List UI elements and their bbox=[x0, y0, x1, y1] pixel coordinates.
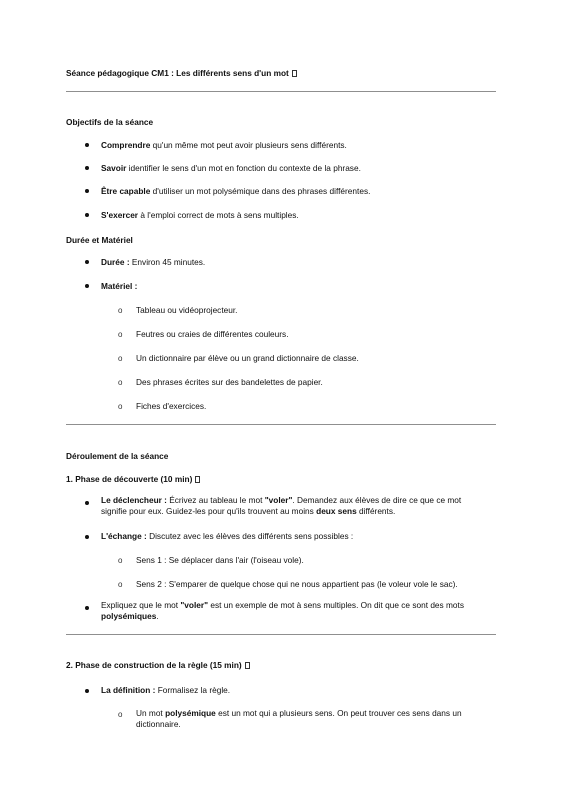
sub-bullet-icon: o bbox=[118, 580, 123, 589]
duration-heading: Durée et Matériel bbox=[66, 235, 133, 245]
definition-item: La définition : Formalisez la règle. bbox=[101, 685, 231, 695]
materiel-item: Un dictionnaire par élève ou un grand dictionnaire de classe. bbox=[136, 353, 359, 363]
sub-bullet-icon: o bbox=[118, 330, 123, 339]
sub-bullet-icon: o bbox=[118, 306, 123, 315]
sub-bullet-icon: o bbox=[118, 402, 123, 411]
sub-bullet-icon: o bbox=[118, 378, 123, 387]
divider bbox=[66, 634, 496, 635]
bullet-icon bbox=[85, 213, 89, 217]
bullet-icon bbox=[85, 535, 89, 539]
sub-bullet-icon: o bbox=[118, 710, 123, 719]
sub-bullet-icon: o bbox=[118, 354, 123, 363]
bullet-icon bbox=[85, 143, 89, 147]
echange-item: L'échange : Discutez avec les élèves des différents sens possibles : bbox=[101, 531, 354, 541]
objective-item: Savoir identifier le sens d'un mot en fonction du contexte de la phrase. bbox=[101, 163, 361, 173]
sens-item: Sens 1 : Se déplacer dans l'air (l'oiseau vole). bbox=[136, 555, 304, 565]
rule-item: Un mot polysémique est un mot qui a plusieurs sens. On peut trouver ces sens dans un dictionnaire. bbox=[136, 708, 462, 729]
bullet-icon bbox=[85, 606, 89, 610]
bullet-icon bbox=[85, 189, 89, 193]
explain-item: Expliquez que le mot "voler" est un exemple de mot à sens multiples. On dit que ce sont des mots polysémiques. bbox=[101, 600, 464, 621]
declencheur-item: Le déclencheur : Écrivez au tableau le mot "voler". Demandez aux élèves de dire ce que ce mot signifie pour eux. Guidez-les pour qu'ils trouvent au moins deux sens différents. bbox=[101, 495, 462, 516]
page-title-text: Séance pédagogique CM1 : Les différents sens d'un mot bbox=[66, 68, 289, 78]
page-title bbox=[66, 68, 297, 78]
materiel-item: Feutres ou craies de différentes couleurs. bbox=[136, 329, 289, 339]
sens-item: Sens 2 : S'emparer de quelque chose qui ne nous appartient pas (le voleur vole le sac). bbox=[136, 579, 458, 589]
missing-glyph-icon bbox=[292, 70, 297, 77]
bullet-icon bbox=[85, 284, 89, 288]
missing-glyph-icon bbox=[245, 662, 250, 669]
phase1-heading: 1. Phase de découverte (10 min) bbox=[66, 474, 200, 484]
objective-item: Être capable d'utiliser un mot polysémique dans des phrases différentes. bbox=[101, 186, 371, 196]
divider bbox=[66, 91, 496, 92]
objective-item: Comprendre qu'un même mot peut avoir plusieurs sens différents. bbox=[101, 140, 347, 150]
bullet-icon bbox=[85, 689, 89, 693]
bullet-icon bbox=[85, 166, 89, 170]
objective-item: S'exercer à l'emploi correct de mots à sens multiples. bbox=[101, 210, 299, 220]
duration-item: Durée : Environ 45 minutes. bbox=[101, 257, 206, 267]
bullet-icon bbox=[85, 501, 89, 505]
missing-glyph-icon bbox=[195, 476, 200, 483]
materiel-label: Matériel : bbox=[101, 281, 138, 291]
bullet-icon bbox=[85, 260, 89, 264]
sub-bullet-icon: o bbox=[118, 556, 123, 565]
materiel-item: Fiches d'exercices. bbox=[136, 401, 207, 411]
objectives-heading: Objectifs de la séance bbox=[66, 117, 154, 127]
phase2-heading: 2. Phase de construction de la règle (15 min) bbox=[66, 660, 250, 670]
materiel-item: Tableau ou vidéoprojecteur. bbox=[136, 305, 238, 315]
materiel-item: Des phrases écrites sur des bandelettes de papier. bbox=[136, 377, 323, 387]
divider bbox=[66, 424, 496, 425]
deroulement-heading: Déroulement de la séance bbox=[66, 451, 169, 461]
